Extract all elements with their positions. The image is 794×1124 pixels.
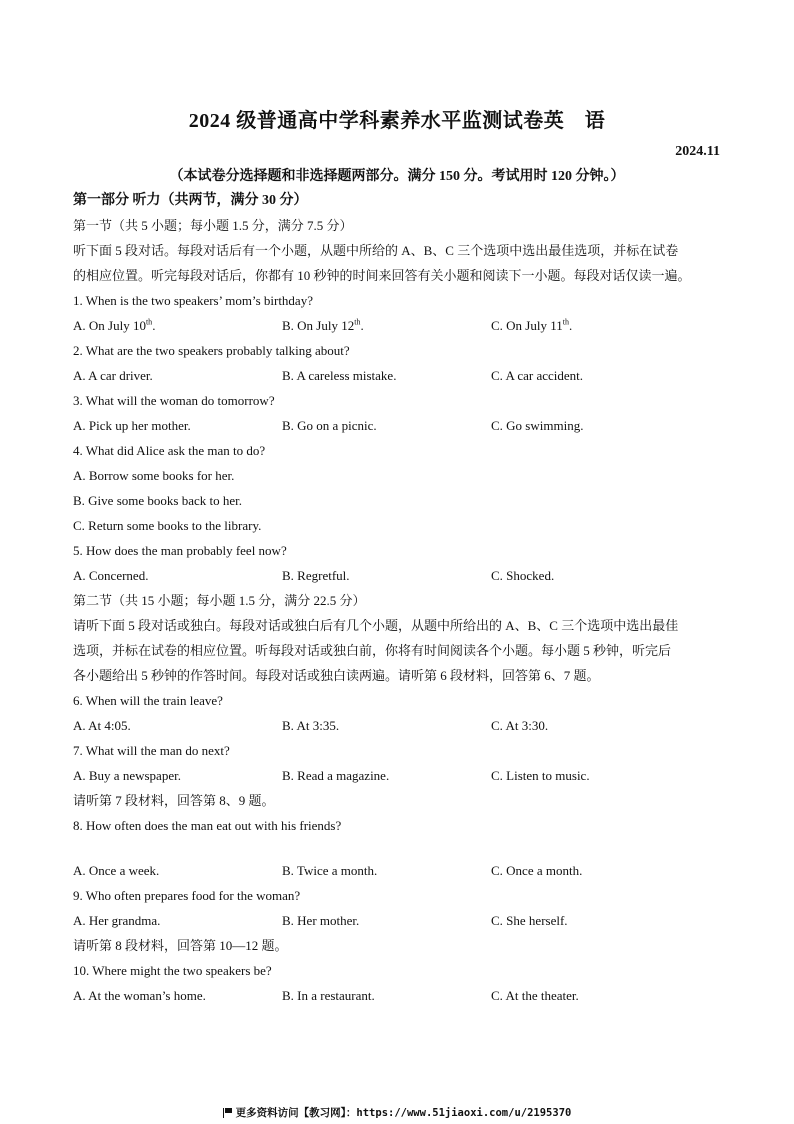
option-10a: A. At the woman’s home. bbox=[73, 988, 206, 1003]
question-6-stem: 6. When will the train leave? bbox=[73, 693, 223, 708]
footer-text[interactable]: 更多资料访问【教习网】：https://www.51jiaoxi.com/u/2195370 bbox=[235, 1107, 572, 1119]
option-4c: C. Return some books to the library. bbox=[73, 518, 262, 533]
section1-instructions-line1: 听下面 5 段对话。每段对话后有一个小题，从题中所给的 A、B、C 三个选项中选出最佳选项，并标在试卷 bbox=[73, 243, 679, 258]
section2-instructions-line2: 选项，并标在试卷的相应位置。听每段对话或独白前，你将有时间阅读各个小题。每小题 5 秒钟，听完后 bbox=[73, 643, 672, 658]
option-10c: C. At the theater. bbox=[491, 988, 579, 1003]
question-1-options bbox=[73, 313, 723, 338]
option-7c: C. Listen to music. bbox=[491, 768, 590, 783]
question-5-options bbox=[73, 563, 723, 588]
flag-icon bbox=[223, 1108, 233, 1117]
option-6a: A. At 4:05. bbox=[73, 718, 131, 733]
option-4b: B. Give some books back to her. bbox=[73, 493, 242, 508]
section1-instructions-line2: 的相应位置。听完每段对话后，你都有 10 秒钟的时间来回答有关小题和阅读下一小题。每段对话仅读一遍。 bbox=[73, 268, 691, 283]
option-5c: C. Shocked. bbox=[491, 568, 555, 583]
option-3a: A. Pick up her mother. bbox=[73, 418, 191, 433]
option-3c: C. Go swimming. bbox=[491, 418, 584, 433]
section1-heading: 第一节（共 5 小题；每小题 1.5 分，满分 7.5 分） bbox=[73, 218, 353, 233]
question-9-options bbox=[73, 908, 723, 933]
option-1a: A. On July 10th. bbox=[73, 317, 156, 333]
question-7-stem: 7. What will the man do next? bbox=[73, 743, 230, 758]
option-2c: C. A car accident. bbox=[491, 368, 584, 383]
question-7-options bbox=[73, 763, 723, 788]
question-10-stem: 10. Where might the two speakers be? bbox=[73, 963, 272, 978]
option-7b: B. Read a magazine. bbox=[282, 768, 390, 783]
question-2-stem: 2. What are the two speakers probably talking about? bbox=[73, 343, 350, 358]
question-5-stem: 5. How does the man probably feel now? bbox=[73, 543, 287, 558]
option-7a: A. Buy a newspaper. bbox=[73, 768, 181, 783]
exam-note: （本试卷分选择题和非选择题两部分。满分 150 分。考试用时 120 分钟。） bbox=[169, 169, 625, 184]
exam-title: 2024 级普通高中学科素养水平监测试卷英 语 bbox=[188, 110, 606, 132]
section2-heading: 第二节（共 15 小题；每小题 1.5 分，满分 22.5 分） bbox=[73, 593, 366, 608]
question-2-options bbox=[73, 363, 723, 388]
option-3b: B. Go on a picnic. bbox=[282, 418, 377, 433]
exam-content bbox=[73, 188, 723, 1008]
option-8b: B. Twice a month. bbox=[282, 863, 378, 878]
option-5a: A. Concerned. bbox=[73, 568, 149, 583]
option-9c: C. She herself. bbox=[491, 913, 568, 928]
option-8c: C. Once a month. bbox=[491, 863, 583, 878]
footer-link[interactable] bbox=[0, 1105, 794, 1120]
option-9b: B. Her mother. bbox=[282, 913, 360, 928]
question-3-stem: 3. What will the woman do tomorrow? bbox=[73, 393, 275, 408]
question-1-stem: 1. When is the two speakers’ mom’s birthday? bbox=[73, 293, 313, 308]
option-6b: B. At 3:35. bbox=[282, 718, 340, 733]
question-10-options bbox=[73, 983, 723, 1008]
option-1c: C. On July 11th. bbox=[491, 317, 573, 333]
question-8-options bbox=[73, 858, 723, 883]
option-9a: A. Her grandma. bbox=[73, 913, 161, 928]
option-10b: B. In a restaurant. bbox=[282, 988, 375, 1003]
option-6c: C. At 3:30. bbox=[491, 718, 549, 733]
question-4-stem: 4. What did Alice ask the man to do? bbox=[73, 443, 266, 458]
segment-8-instruction: 请听第 8 段材料，回答第 10—12 题。 bbox=[73, 938, 288, 953]
option-5b: B. Regretful. bbox=[282, 568, 350, 583]
section2-instructions-line3: 各小题给出 5 秒钟的作答时间。每段对话或独白读两遍。请听第 6 段材料，回答第 6、7 题。 bbox=[73, 668, 600, 683]
question-3-options bbox=[73, 413, 723, 438]
question-6-options bbox=[73, 713, 723, 738]
blank-gap bbox=[73, 838, 723, 858]
option-8a: A. Once a week. bbox=[73, 863, 160, 878]
option-1b: B. On July 12th. bbox=[282, 317, 364, 333]
part1-heading: 第一部分 听力（共两节，满分 30 分） bbox=[73, 193, 308, 208]
exam-date: 2024.11 bbox=[675, 144, 720, 159]
option-4a: A. Borrow some books for her. bbox=[73, 468, 235, 483]
question-8-stem: 8. How often does the man eat out with his friends? bbox=[73, 818, 342, 833]
segment-7-instruction: 请听第 7 段材料，回答第 8、9 题。 bbox=[73, 793, 275, 808]
question-9-stem: 9. Who often prepares food for the woman? bbox=[73, 888, 301, 903]
section2-instructions-line1: 请听下面 5 段对话或独白。每段对话或独白后有几个小题，从题中所给出的 A、B、C 三个选项中选出最佳 bbox=[73, 618, 679, 633]
option-2a: A. A car driver. bbox=[73, 368, 153, 383]
option-2b: B. A careless mistake. bbox=[282, 368, 397, 383]
